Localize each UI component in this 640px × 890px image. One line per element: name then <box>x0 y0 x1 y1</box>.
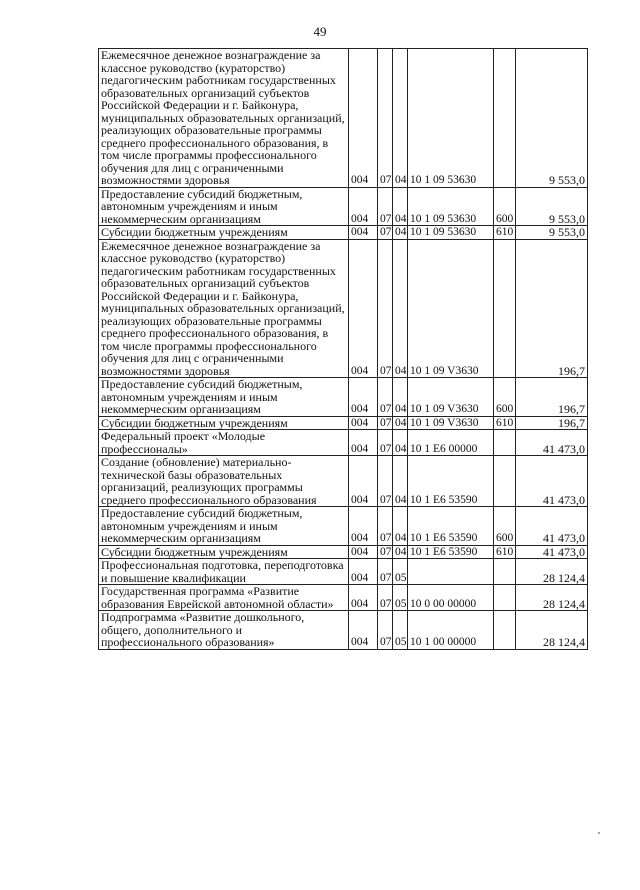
subsection-code: 04 <box>393 239 408 378</box>
subsection-code: 04 <box>393 545 408 559</box>
section-code: 07 <box>378 545 393 559</box>
table-row <box>99 378 588 417</box>
target-article-code: 10 1 09 53630 <box>408 226 494 240</box>
grbs-code: 004 <box>349 378 378 417</box>
grbs-code: 004 <box>349 559 378 585</box>
amount: 9 553,0 <box>516 226 588 240</box>
table-row <box>99 456 588 507</box>
table-row <box>99 507 588 546</box>
expense-type-code: 610 <box>494 545 516 559</box>
target-article-code: 10 1 E6 53590 <box>408 545 494 559</box>
table-row <box>99 545 588 559</box>
amount: 196,7 <box>516 378 588 417</box>
section-code: 07 <box>378 239 393 378</box>
table-row <box>99 239 588 378</box>
row-name: Ежемесячное денежное вознаграждение за классное руководство (кураторство) педагогическим работникам государственных образовательных организаций субъектов Российской Федерации и г. Байконура, муниципальных образовательных организаций, реализующих образовательные программы среднего профессионального образования, в том числе программы профессионального обучения для лиц с ограниченными возможностями здоровья <box>99 49 349 188</box>
section-code: 07 <box>378 611 393 650</box>
table-row <box>99 49 588 188</box>
row-name: Субсидии бюджетным учреждениям <box>99 226 349 240</box>
row-name: Профессиональная подготовка, переподготовка и повышение квалификации <box>99 559 349 585</box>
grbs-code: 004 <box>349 585 378 611</box>
section-code: 07 <box>378 226 393 240</box>
subsection-code: 05 <box>393 559 408 585</box>
row-name: Предоставление субсидий бюджетным, автономным учреждениям и иным некоммерческим организациям <box>99 187 349 226</box>
amount: 9 553,0 <box>516 187 588 226</box>
amount: 28 124,4 <box>516 585 588 611</box>
row-name: Предоставление субсидий бюджетным, автономным учреждениям и иным некоммерческим организациям <box>99 507 349 546</box>
expense-type-code <box>494 611 516 650</box>
section-code: 07 <box>378 507 393 546</box>
table-row <box>99 416 588 430</box>
grbs-code: 004 <box>349 49 378 188</box>
amount: 196,7 <box>516 416 588 430</box>
target-article-code: 10 1 09 V3630 <box>408 416 494 430</box>
subsection-code: 04 <box>393 507 408 546</box>
section-code: 07 <box>378 416 393 430</box>
target-article-code <box>408 559 494 585</box>
target-article-code: 10 1 E6 53590 <box>408 507 494 546</box>
amount: 28 124,4 <box>516 559 588 585</box>
subsection-code: 04 <box>393 378 408 417</box>
grbs-code: 004 <box>349 456 378 507</box>
amount: 196,7 <box>516 239 588 378</box>
target-article-code: 10 1 09 V3630 <box>408 378 494 417</box>
table-body <box>99 49 588 650</box>
table-row <box>99 585 588 611</box>
amount: 41 473,0 <box>516 545 588 559</box>
expense-type-code <box>494 456 516 507</box>
target-article-code: 10 1 E6 53590 <box>408 456 494 507</box>
amount: 41 473,0 <box>516 430 588 456</box>
grbs-code: 004 <box>349 416 378 430</box>
expense-type-code: 610 <box>494 226 516 240</box>
table-row <box>99 187 588 226</box>
grbs-code: 004 <box>349 611 378 650</box>
section-code: 07 <box>378 187 393 226</box>
expense-type-code: 600 <box>494 378 516 417</box>
expense-type-code: 600 <box>494 507 516 546</box>
row-name: Субсидии бюджетным учреждениям <box>99 416 349 430</box>
target-article-code: 10 1 09 53630 <box>408 49 494 188</box>
grbs-code: 004 <box>349 239 378 378</box>
row-name: Подпрограмма «Развитие дошкольного, общего, дополнительного и профессионального образования» <box>99 611 349 650</box>
target-article-code: 10 1 00 00000 <box>408 611 494 650</box>
section-code: 07 <box>378 49 393 188</box>
subsection-code: 04 <box>393 456 408 507</box>
target-article-code: 10 1 09 53630 <box>408 187 494 226</box>
expense-type-code <box>494 585 516 611</box>
subsection-code: 04 <box>393 49 408 188</box>
table-row <box>99 611 588 650</box>
grbs-code: 004 <box>349 187 378 226</box>
section-code: 07 <box>378 456 393 507</box>
subsection-code: 04 <box>393 416 408 430</box>
section-code: 07 <box>378 559 393 585</box>
section-code: 07 <box>378 585 393 611</box>
scan-speck <box>598 832 600 834</box>
table-row <box>99 226 588 240</box>
grbs-code: 004 <box>349 545 378 559</box>
expense-type-code: 600 <box>494 187 516 226</box>
subsection-code: 04 <box>393 430 408 456</box>
amount: 9 553,0 <box>516 49 588 188</box>
amount: 41 473,0 <box>516 456 588 507</box>
section-code: 07 <box>378 378 393 417</box>
amount: 28 124,4 <box>516 611 588 650</box>
subsection-code: 04 <box>393 226 408 240</box>
expense-type-code <box>494 239 516 378</box>
section-code: 07 <box>378 430 393 456</box>
expense-type-code <box>494 430 516 456</box>
target-article-code: 10 1 09 V3630 <box>408 239 494 378</box>
row-name: Создание (обновление) материально-технической базы образовательных организаций, реализующих программы среднего профессионального образования <box>99 456 349 507</box>
expense-type-code <box>494 49 516 188</box>
table-row <box>99 559 588 585</box>
expense-type-code <box>494 559 516 585</box>
row-name: Ежемесячное денежное вознаграждение за классное руководство (кураторство) педагогическим работникам государственных образовательных организаций субъектов Российской Федерации и г. Байконура, муниципальных образовательных организаций, реализующих образовательные программы среднего профессионального образования, в том числе программы профессионального обучения для лиц с ограниченными возможностями здоровья <box>99 239 349 378</box>
row-name: Федеральный проект «Молодые профессионалы» <box>99 430 349 456</box>
row-name: Субсидии бюджетным учреждениям <box>99 545 349 559</box>
subsection-code: 05 <box>393 585 408 611</box>
grbs-code: 004 <box>349 507 378 546</box>
expense-type-code: 610 <box>494 416 516 430</box>
target-article-code: 10 1 E6 00000 <box>408 430 494 456</box>
subsection-code: 05 <box>393 611 408 650</box>
row-name: Государственная программа «Развитие образования Еврейской автономной области» <box>99 585 349 611</box>
row-name: Предоставление субсидий бюджетным, автономным учреждениям и иным некоммерческим организациям <box>99 378 349 417</box>
budget-table <box>98 48 588 650</box>
amount: 41 473,0 <box>516 507 588 546</box>
page-number: 49 <box>313 24 327 39</box>
target-article-code: 10 0 00 00000 <box>408 585 494 611</box>
grbs-code: 004 <box>349 430 378 456</box>
subsection-code: 04 <box>393 187 408 226</box>
grbs-code: 004 <box>349 226 378 240</box>
table-row <box>99 430 588 456</box>
